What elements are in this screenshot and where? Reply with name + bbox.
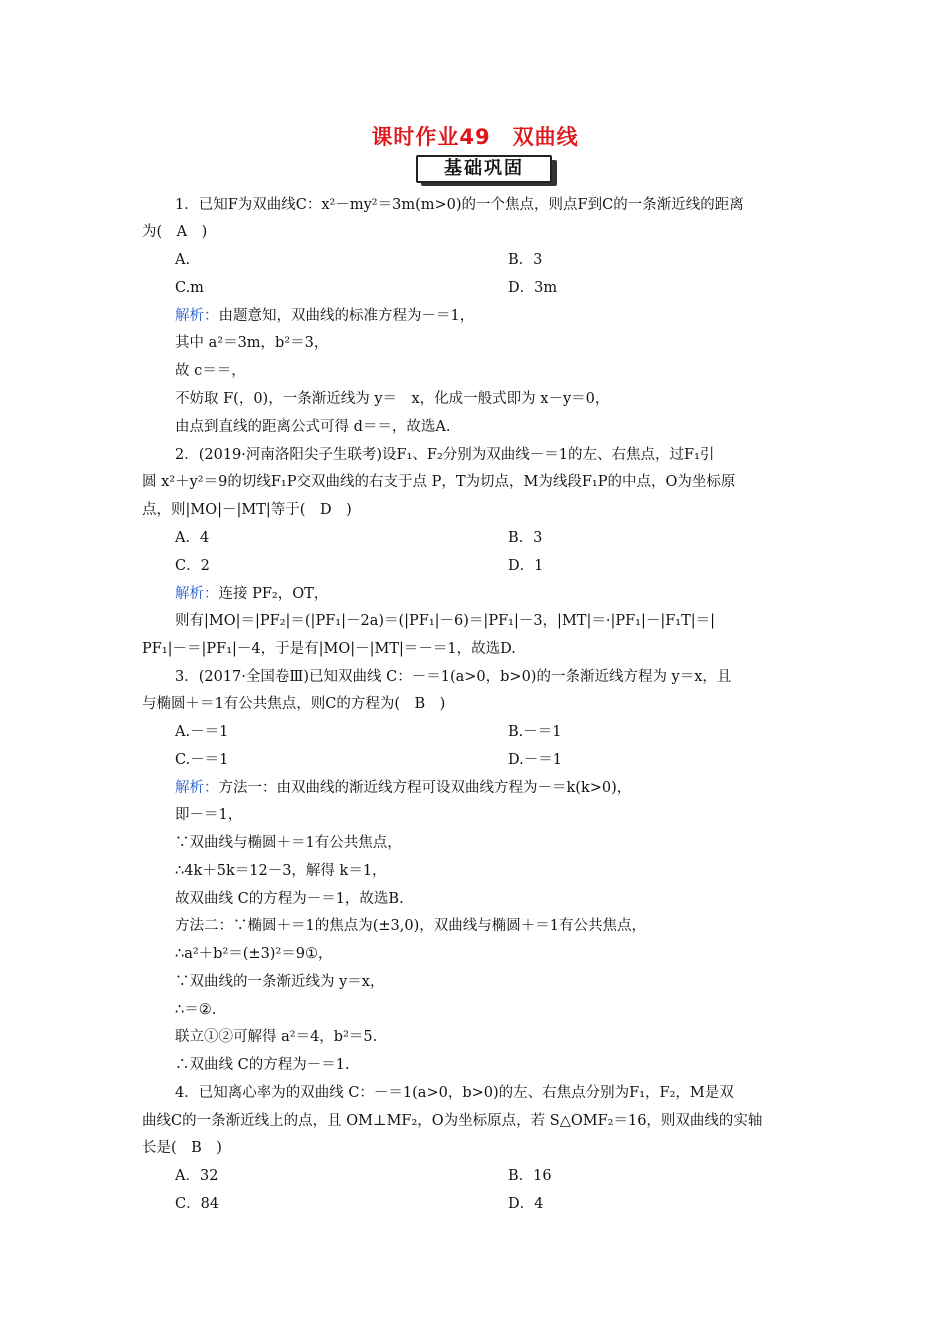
q3-solution-line8: ∵双曲线的一条渐近线为 y＝x， <box>175 974 385 990</box>
q3-solution-text: 方法一：由双曲线的渐近线方程可设双曲线方程为－＝k(k>0)， <box>218 780 632 796</box>
solution-label: 解析： <box>175 586 219 602</box>
q4-stem-line1: 4．已知离心率为的双曲线 C：－＝1(a>0，b>0)的左、右焦点分别为F₁，F₂，M是双 <box>175 1085 734 1101</box>
q3-solution-line6: 方法二：∵椭圆＋＝1的焦点为(±3,0)，双曲线与椭圆＋＝1有公共焦点， <box>175 918 646 934</box>
q3-option-d: D.－＝1 <box>508 752 562 768</box>
q3-option-a: A.－＝1 <box>175 724 229 740</box>
q1-stem-line2: 为( A ) <box>142 224 208 240</box>
q1-solution-line4: 不妨取 F(，0)，一条渐近线为 y＝ x，化成一般式即为 x－y＝0， <box>175 391 610 407</box>
q4-option-d: D．4 <box>508 1196 544 1212</box>
q4-stem-line2: 曲线C的一条渐近线上的点，且 OM⊥MF₂，O为坐标原点，若 S△OMF₂＝16，则双曲线的实轴 <box>142 1113 763 1129</box>
q3-solution-line10: 联立①②可解得 a²＝4，b²＝5. <box>175 1029 378 1045</box>
q2-solution-text: 连接 PF₂，OT， <box>218 586 329 602</box>
q3-stem-line1: 3．(2017·全国卷Ⅲ)已知双曲线 C：－＝1(a>0，b>0)的一条渐近线方程为 y＝x，且 <box>175 669 732 685</box>
q2-option-c: C．2 <box>175 558 210 574</box>
q2-stem-line2: 圆 x²＋y²＝9的切线F₁P交双曲线的右支于点 P，T为切点，M为线段F₁P的中点，O为坐标原 <box>142 474 736 490</box>
q1-solution-line2: 其中 a²＝3m，b²＝3， <box>175 335 329 351</box>
section-banner <box>416 155 556 185</box>
q2-solution-line2: 则有|MO|＝|PF₂|＝(|PF₁|－2a)＝(|PF₁|－6)＝|PF₁|－3，|MT|＝·|PF₁|－|F₁T|＝| <box>175 613 716 629</box>
q4-option-b: B．16 <box>508 1168 552 1184</box>
q3-solution-line3: ∵双曲线与椭圆＋＝1有公共焦点， <box>175 835 402 851</box>
solution-label: 解析： <box>175 780 219 796</box>
q2-solution-line3: PF₁|－＝|PF₁|－4，于是有|MO|－|MT|＝－＝1，故选D. <box>142 641 516 657</box>
q2-solution-line1 <box>175 584 328 604</box>
q3-solution-line5: 故双曲线 C的方程为－＝1，故选B. <box>175 891 404 907</box>
q3-solution-line7: ∴a²＋b²＝(±3)²＝9①， <box>175 946 333 962</box>
page-title <box>0 121 950 151</box>
q3-solution-line9: ∴＝②. <box>175 1002 217 1018</box>
solution-label: 解析： <box>175 308 219 324</box>
q1-solution-line5: 由点到直线的距离公式可得 d＝＝，故选A. <box>175 419 451 435</box>
q1-solution-line1 <box>175 306 474 326</box>
q3-solution-line4: ∴4k＋5k＝12－3，解得 k＝1， <box>175 863 387 879</box>
q1-stem-line1: 1．已知F为双曲线C：x²－my²＝3m(m>0)的一个焦点，则点F到C的一条渐近线的距离 <box>175 197 744 213</box>
q1-solution-text: 由题意知，双曲线的标准方程为－＝1， <box>218 308 475 324</box>
q4-stem-line3: 长是( B ) <box>142 1140 222 1156</box>
q3-stem-line2: 与椭圆＋＝1有公共焦点，则C的方程为( B ) <box>142 696 446 712</box>
q3-solution-line11: ∴双曲线 C的方程为－＝1. <box>175 1057 350 1073</box>
q2-option-d: D．1 <box>508 558 544 574</box>
q1-option-a: A. <box>175 252 191 268</box>
q2-stem-line3: 点，则|MO|－|MT|等于( D ) <box>142 502 352 518</box>
q3-solution-line1 <box>175 778 631 798</box>
q3-option-c: C.－＝1 <box>175 752 229 768</box>
q4-option-c: C．84 <box>175 1196 220 1212</box>
q1-option-c: C.m <box>175 280 204 296</box>
q4-option-a: A．32 <box>175 1168 219 1184</box>
q1-option-d: D．3m <box>508 280 558 296</box>
q3-solution-line2: 即－＝1， <box>175 807 243 823</box>
q1-solution-line3: 故 c＝＝， <box>175 363 246 379</box>
q3-option-b: B.－＝1 <box>508 724 562 740</box>
q2-option-a: A．4 <box>175 530 210 546</box>
section-heading: 基础巩固 <box>416 155 552 183</box>
q2-stem-line1: 2．(2019·河南洛阳尖子生联考)设F₁、F₂分别为双曲线－＝1的左、右焦点，过F₁引 <box>175 447 715 463</box>
q2-option-b: B．3 <box>508 530 543 546</box>
q1-option-b: B．3 <box>508 252 543 268</box>
title-part2: 双曲线 <box>512 125 579 149</box>
title-part1: 课时作业49 <box>371 125 491 149</box>
